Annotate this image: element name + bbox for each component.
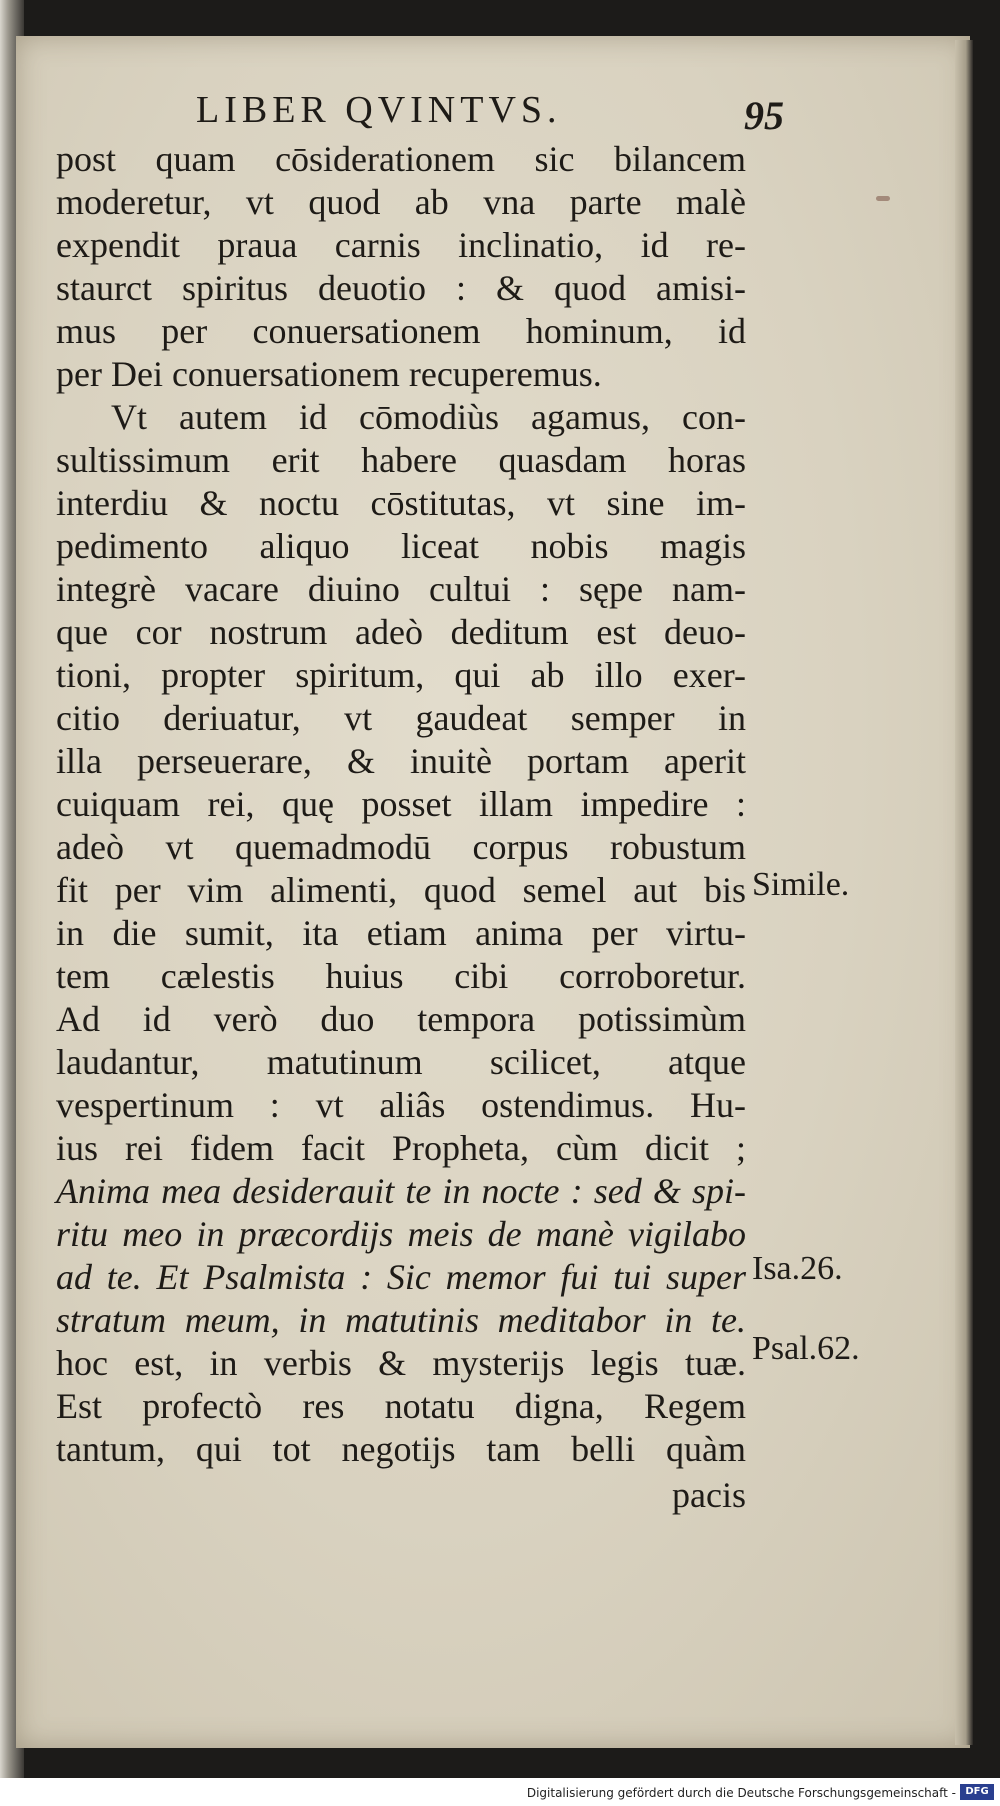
- text-line: que cor nostrum adeò deditum est deuo-: [56, 612, 746, 652]
- text-line-italic: stratum meum, in matutinis meditabor in te.: [56, 1300, 746, 1340]
- text-line: Ad id verò duo tempora potissimùm: [56, 999, 746, 1039]
- marginal-note: Simile.: [752, 866, 850, 903]
- text-line-italic: ritu meo in præcordijs meis de manè vigilabo: [56, 1214, 746, 1254]
- catchword: pacis: [672, 1475, 746, 1515]
- text-line: post quam cōsiderationem sic bilancem: [56, 139, 746, 179]
- body-text: [56, 136, 746, 1636]
- text-line: adeò vt quemadmodū corpus robustum: [56, 827, 746, 867]
- text-line: Est profectò res notatu digna, Regem: [56, 1386, 746, 1426]
- text-line-italic: Anima mea desiderauit te in nocte : sed & spi-: [56, 1171, 746, 1211]
- text-line: illa perseuerare, & inuitè portam aperit: [56, 741, 746, 781]
- text-line: pedimento aliquo liceat nobis magis: [56, 526, 746, 566]
- dfg-logo: DFG: [960, 1784, 994, 1800]
- marginal-note: Psal.62.: [752, 1330, 860, 1367]
- text-line: staurct spiritus deuotio : & quod amisi-: [56, 268, 746, 308]
- text-line: fit per vim alimenti, quod semel aut bis: [56, 870, 746, 910]
- text-line: in die sumit, ita etiam anima per virtu-: [56, 913, 746, 953]
- text-line: interdiu & noctu cōstitutas, vt sine im-: [56, 483, 746, 523]
- page-number: 95: [744, 93, 784, 138]
- running-head: LIBER QVINTVS.: [196, 89, 562, 131]
- text-line: sultissimum erit habere quasdam horas: [56, 440, 746, 480]
- text-line: integrè vacare diuino cultui : sępe nam-: [56, 569, 746, 609]
- ink-smudge: [876, 196, 890, 201]
- text-line-italic: ad te. Et Psalmista : Sic memor fui tui super: [56, 1257, 746, 1297]
- text-line: laudantur, matutinum scilicet, atque: [56, 1042, 746, 1082]
- page-edge: [955, 40, 973, 1745]
- text-line: Vt autem id cōmodiùs agamus, con-: [111, 397, 746, 437]
- text-line: citio deriuatur, vt gaudeat semper in: [56, 698, 746, 738]
- text-line: cuiquam rei, quę posset illam impedire :: [56, 784, 746, 824]
- marginal-note: Isa.26.: [752, 1250, 843, 1287]
- text-line: tantum, qui tot negotijs tam belli quàm: [56, 1429, 746, 1469]
- text-line: vespertinum : vt aliâs ostendimus. Hu-: [56, 1085, 746, 1125]
- text-line: per Dei conuersationem recuperemus.: [56, 354, 602, 394]
- text-line: tioni, propter spiritum, qui ab illo exer-: [56, 655, 746, 695]
- text-line: expendit praua carnis inclinatio, id re-: [56, 225, 746, 265]
- text-line: moderetur, vt quod ab vna parte malè: [56, 182, 746, 222]
- text-line: ius rei fidem facit Propheta, cùm dicit ;: [56, 1128, 746, 1168]
- text-line: mus per conuersationem hominum, id: [56, 311, 746, 351]
- text-line: hoc est, in verbis & mysterijs legis tuæ.: [56, 1343, 746, 1383]
- footer-credit: Digitalisierung gefördert durch die Deutsche Forschungsgemeinschaft -: [526, 1786, 956, 1800]
- text-line: tem cælestis huius cibi corroboretur.: [56, 956, 746, 996]
